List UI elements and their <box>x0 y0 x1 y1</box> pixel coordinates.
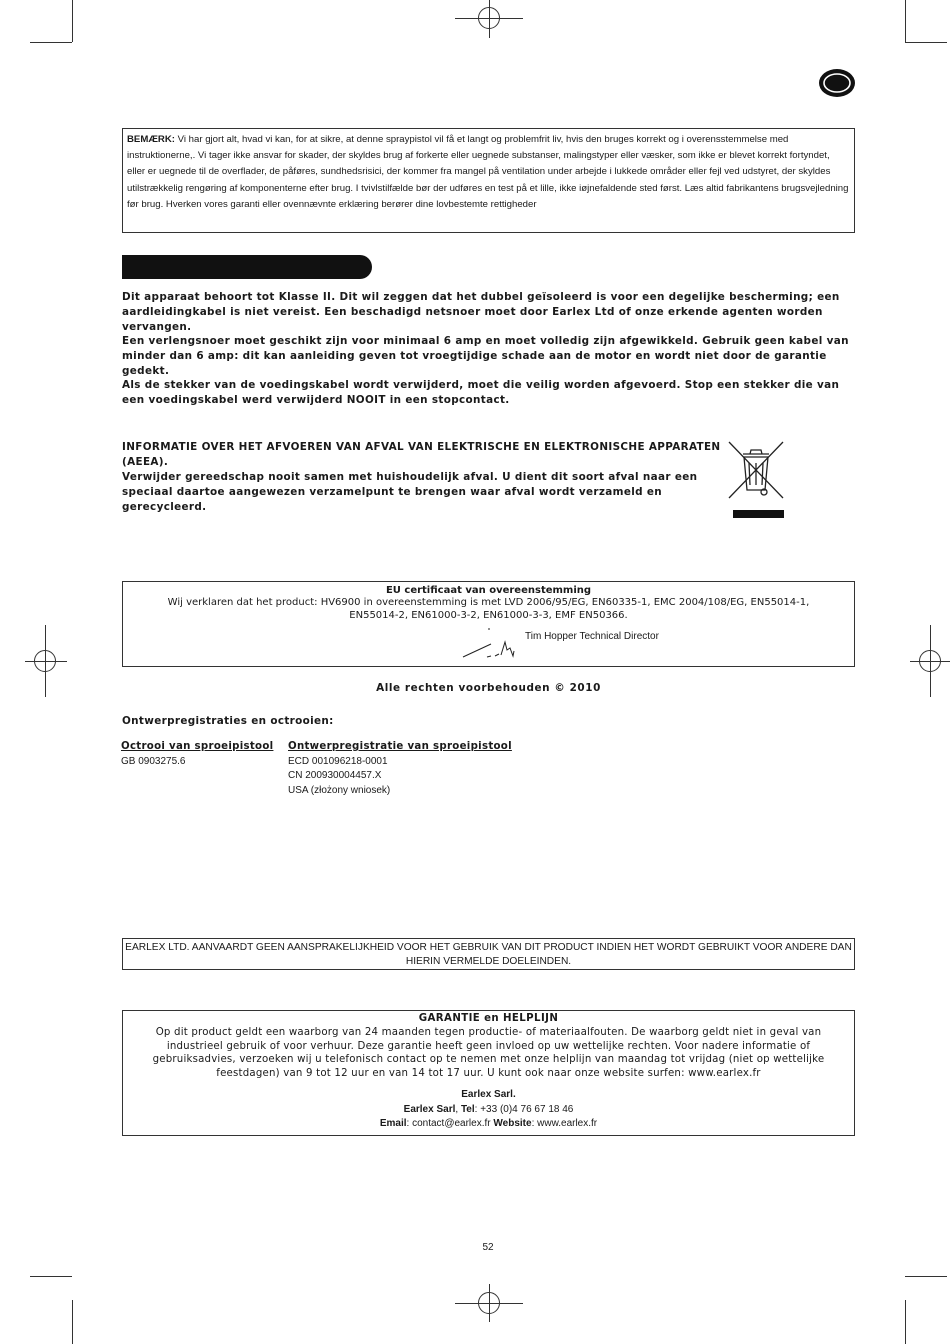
email-value: : contact@earlex.fr <box>406 1118 494 1129</box>
design-heading: Ontwerpregistratie van sproeipistool <box>288 741 512 752</box>
crop-mark <box>25 661 67 662</box>
website-label: Website <box>493 1118 532 1129</box>
notice-box <box>122 128 855 233</box>
website-value: : www.earlex.fr <box>531 1118 598 1129</box>
crop-mark <box>489 0 490 38</box>
warranty-title: GARANTIE en HELPLIJN <box>418 1013 559 1024</box>
weee-section <box>122 440 722 515</box>
crop-mark <box>910 661 950 662</box>
electrical-paragraph: Als de stekker van de voedingskabel wordt verwijderd, moet die veilig worden afgevoerd. Stop een stekker die van een voedingskabel werd verwijderd NOOIT in een stopcontact. <box>122 379 840 406</box>
disclaimer-box <box>122 938 855 970</box>
crop-mark <box>30 1276 72 1277</box>
crop-mark <box>905 42 947 43</box>
crop-mark <box>905 1300 906 1344</box>
section-banner <box>122 255 372 279</box>
certificate-body: Wij verklaren dat het product: HV6900 in overeenstemming is met LVD 2006/95/EG, EN60335-1, EMC 2004/108/EG, EN55014-1, EN55014-2, EN61000-3-2, EN61000-3-3, EMF EN50366. <box>167 597 810 621</box>
electrical-paragraph: Dit apparaat behoort tot Klasse II. Dit wil zeggen dat het dubbel geïsoleerd is voor een degelijke bescherming; een aardleidingkabel is niet vereist. Een beschadigd netsnoer moet door Earlex Ltd of onze erkende agenten worden vervangen. <box>122 291 840 333</box>
notice-label: BEMÆRK: <box>127 134 175 145</box>
warranty-contact: Earlex Sarl. Earlex Sarl, Tel: +33 (0)4 76 67 18 46 Email: contact@earlex.fr Website: www.earlex.fr <box>379 1089 598 1129</box>
email-label: Email <box>379 1118 407 1129</box>
design-value: CN 200930004457.X <box>288 770 382 781</box>
certificate-signer: Tim Hopper Technical Director <box>525 631 659 642</box>
disclaimer-text: EARLEX LTD. AANVAARDT GEEN AANSPRAKELIJKHEID VOOR HET GEBRUIK VAN DIT PRODUCT INDIEN HET WORDT GEBRUIKT VOOR ANDERE DAN HIERIN VERMELDE DOELEINDEN. <box>125 942 852 967</box>
crop-mark <box>905 0 906 42</box>
crop-mark <box>72 1300 73 1344</box>
patent-value: GB 0903275.6 <box>121 755 186 767</box>
crossed-out-wheelie-bin-icon <box>726 438 786 520</box>
crop-mark <box>72 0 73 42</box>
tel-value: : +33 (0)4 76 67 18 46 <box>474 1103 574 1115</box>
crop-mark <box>455 18 523 19</box>
design-value: ECD 001096218-0001 <box>288 755 388 767</box>
design-column <box>288 740 548 798</box>
language-badge-icon <box>818 68 856 98</box>
weee-text: Verwijder gereedschap nooit samen met huishoudelijk afval. U dient dit soort afval naar een speciaal daartoe aangewezen verzamelpunt te brengen waar afval wordt verzameld en gerecycleerd. <box>122 471 698 513</box>
copyright-line: Alle rechten voorbehouden © 2010 <box>376 682 601 694</box>
design-value: USA (złożony wniosek) <box>288 784 391 796</box>
patent-heading: Octrooi van sproeipistool <box>121 741 274 752</box>
company-name-short: Earlex Sarl <box>403 1103 456 1115</box>
registrations-heading: Ontwerpregistraties en octrooien: <box>122 715 334 727</box>
notice-text: Vi har gjort alt, hvad vi kan, for at sikre, at denne spraypistol vil få et langt og problemfrit liv, hvis den bruges korrekt og i overensstemmelse med instruktionerne,. Vi tager ikke ansvar for skader, der skyldes brug af forkerte eller uegnede substanser, malingstyper eller væsker, som ikke er blevet korrekt fortyndet, eller er uegnede til de overflader, de påføres, sundhedsrisici, der kommer fra mangel på ventilation under arbejde i lukkede områder eller fejl ved udstyret, der skyldes utilstrækkelig rengøring af komponenterne efter brug. I tvivlstilfælde bør der udføres en test på et lille, ikke iøjnefaldende sted først. Læs altid fabrikantens brugsvejledning før brug. Hverken vores garanti eller ovennævnte erklæring berører dine lovbestemte rettigheder <box>127 134 849 210</box>
signature-image <box>461 626 521 660</box>
company-name: Earlex Sarl. <box>461 1089 516 1100</box>
patent-column <box>121 740 281 769</box>
eu-certificate-box <box>122 581 855 667</box>
tel-label: Tel <box>460 1103 475 1115</box>
crop-mark <box>30 42 72 43</box>
crop-mark <box>455 1303 523 1304</box>
electrical-paragraph: Een verlengsnoer moet geschikt zijn voor minimaal 6 amp en moet volledig zijn afgewikkeld. Gebruik geen kabel van minder dan 6 amp: dit kan aanleiding geven tot vroegtijdige schade aan de motor en wordt niet door de garantie gedekt. <box>122 335 849 377</box>
certificate-title: EU certificaat van overeenstemming <box>385 585 592 596</box>
weee-heading: INFORMATIE OVER HET AFVOEREN VAN AFVAL VAN ELEKTRISCHE EN ELEKTRONISCHE APPARATEN (AEEA). <box>122 441 721 468</box>
warranty-box <box>122 1010 855 1136</box>
warranty-body: Op dit product geldt een waarborg van 24 maanden tegen productie- of materiaalfouten. De waarborg geldt niet in geval van industrieel gebruik of voor verhuur. Deze garantie heeft geen invloed op uw wettelijke rechten. Voor nadere informatie of gebruiksadvies, verzoeken wij u telefonisch contact op te nemen met onze helplijn van maandag tot vrijdag (niet op wettelijke feestdagen) van 9 tot 12 uur en van 14 tot 17 uur. U kunt ook naar onze website surfen: www.earlex.fr <box>152 1027 825 1079</box>
crop-mark <box>905 1276 947 1277</box>
page-number: 52 <box>482 1242 494 1253</box>
